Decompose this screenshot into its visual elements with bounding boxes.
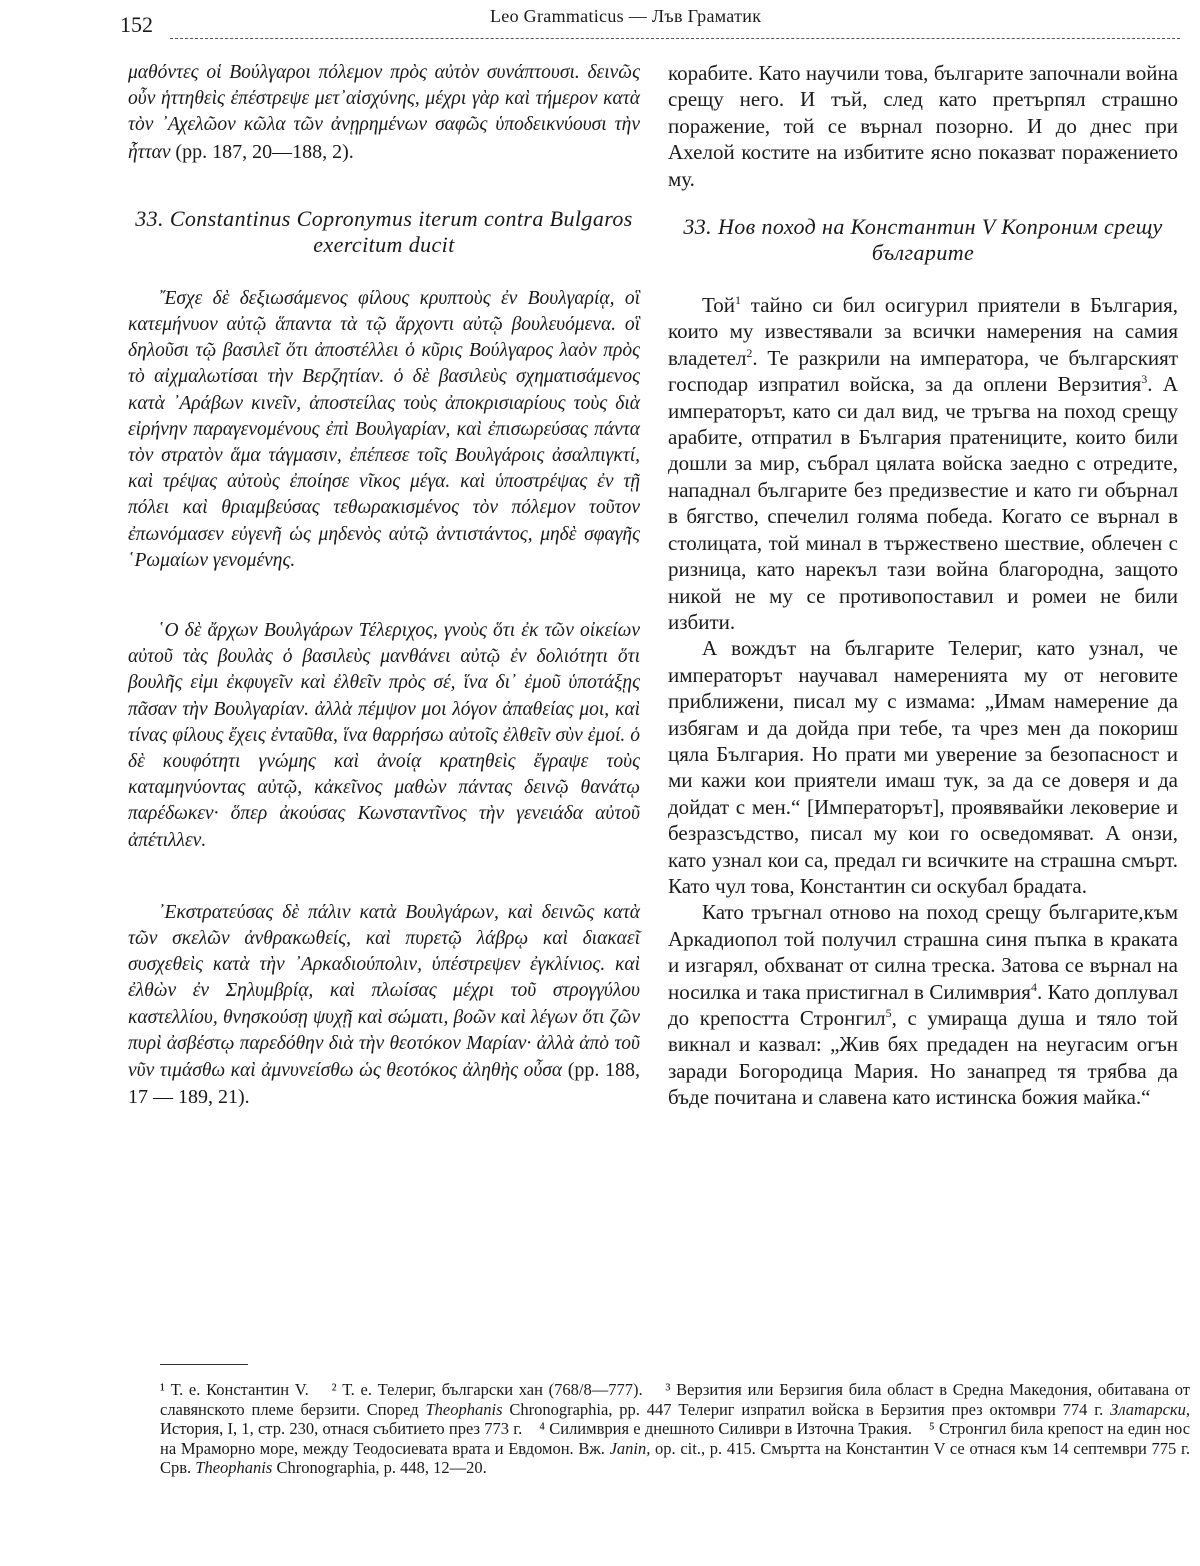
page-header xyxy=(120,4,1180,38)
footnote-1: ¹ Т. е. Константин V. xyxy=(160,1380,309,1399)
footnote-2: ² Т. е. Телериг, български хан (768/8—777). xyxy=(331,1380,643,1399)
footnote-5-text-b: op. cit., p. 415. Смъртта на Константин V се отнася към 14 септември 775 г. Срв. xyxy=(160,1438,1190,1478)
greek-paragraph-3 xyxy=(128,900,640,1112)
bulgarian-paragraph-3 xyxy=(668,899,1178,1110)
footnotes xyxy=(160,1380,1190,1478)
bulgarian-p3-text-b: . Като доплувал до крепостта Стронгил xyxy=(668,979,1179,1030)
bulgarian-p3-text-c: , с умираща душа и тяло той викнал и казвал: „Жив бях предаден на неугасим огън заради Богородица Мария. Но занапред тя трябва да бъде почитана и славена като истинска божия майка.“ xyxy=(668,1006,1178,1110)
footnote-rule xyxy=(160,1364,248,1365)
page-number: 152 xyxy=(120,12,153,37)
bulgarian-p1-text-b: тайно си бил осигурил приятели в България, които му известявали за всички намерения на самия владетел xyxy=(668,293,1178,370)
header-rule xyxy=(170,38,1180,39)
bulgarian-intro-paragraph: корабите. Като научили това, българите започнали война срещу него. И тъй, след като претърпял страшно поражение, той се върнал позорно. И до днес при Ахелой костите на избитите ясно показват поражението му. xyxy=(668,61,1178,191)
greek-intro-text: μαθόντες οἱ Βούλγαροι πόλεμον πρὸς αὐτὸν συνάπτουσι. δεινῶς οὖν ἡττηθεὶς ἐπέστρεψε μετ᾿αἰσχύνης, μέχρι γὰρ καὶ τήμερον κατὰ τὸν ᾿Αχελῶον κῶλα τῶν ἀνῃρημένων σαφῶς ὑποδεικνύουσι τὴν ἧτταν xyxy=(128,62,640,163)
footnote-3-text-a: ³ Верзития или Берзигия била област в Средна Македония, обитавана от славянското племе берзити. Според xyxy=(160,1380,1190,1419)
footnote-marker-3: 3 xyxy=(1141,372,1148,387)
bulgarian-p1-text-a: Той xyxy=(702,293,735,318)
footnote-3-text-c: История, I, 1, стр. 230, отнася събитието през 773 г. xyxy=(160,1419,523,1439)
greek-paragraph-3-text: ᾿Εκστρατεύσας δὲ πάλιν κατὰ Βουλγάρων, καὶ δεινῶς κατὰ τῶν σκελῶν ἀνθρακωθείς, καὶ πυρετῷ λάβρῳ καὶ διακαεῖ συσχεθεὶς κατὰ τὴν ᾿Αρκαδιούπολιν, ὑπέστρεψεν ἐγκλίνιος. καὶ ἐλθὼν ἐν Σηλυμβρίᾳ, καὶ πλωίσας μέχρι τοῦ στρογγύλου καστελλίου, θνησκούσῃ ψυχῇ καὶ σώματι, βοῶν καὶ λέγων ὅτι ζῶν πυρὶ ἀσβέστῳ παρεδόθην διὰ τὴν θεοτόκον Μαρίαν· ἀλλὰ ἀπὸ τοῦ νῦν τιμάσθω καὶ ἀμνυνείσθω ὡς θεοτόκος ἀληθὴς οὖσα xyxy=(128,901,640,1082)
footnote-3-text-b: Chronographia, pp. 447 Телериг изпратил войска в Берзития през октомври 774 г. xyxy=(502,1399,1111,1419)
running-title: Leo Grammaticus — Лъв Граматик xyxy=(490,6,762,26)
footnote-5-text-c: Chronographia, p. 448, 12—20. xyxy=(272,1458,487,1478)
footnotes-text xyxy=(160,1380,1190,1478)
bulgarian-section-title: 33. Нов поход на Константин V Копроним срещу българите xyxy=(683,214,1163,266)
bulgarian-p3-text-a: Като тръгнал отново на поход срещу българите,към Аркадиопол той получил страшна синя пъпка в краката и изгарял, обхванат от силна треска. Затова се върнал на носилка и така пристигнал в Силимврия xyxy=(668,900,1178,1004)
greek-paragraph-1: ῎Εσχε δὲ δεξιωσάμενος φίλους κρυπτοὺς ἐν Βουλγαρίᾳ, οἳ κατεμήνυον αὐτῷ ἅπαντα τὰ τῷ ἄρχοντι αὐτῷ βουλευόμενα. οἳ δηλοῦσι τῷ βασιλεῖ ὅτι ἀποστέλλει ὁ κῦρις Βούλγαρος λαὸν πρὸς τὸ αἰχμαλωτίσαι τὴν Βερζητίαν. ὁ δὲ βασιλεὺς σχηματισάμενος κατὰ ᾿Αράβων κινεῖν, ἀποστείλας τοὺς ἀποκρισιαρίους τοὺς διὰ εἰρήνην παραγενομένους ἐπὶ Βουλγαρίαν, καὶ ἐπισωρεύσας πάντα τὸν στρατὸν ἅμα τάγμασιν, ἐπέπεσε τοῖς Βουλγάροις ἀσαλπιγκτί, καὶ τρέψας αὐτοὺς ἐποίησε νῖκος μέγα. καὶ ὑποστρέψας ἐν τῇ πόλει καὶ θριαμβεύσας τεθωρακισμένος τὸν πόλεμον τοῦτον ἐπωνόμασεν εὐγενῆ ὡς μηδενὸς αὐτῷ ἀντιστάντος, μηδὲ σφαγῆς ῾Ρωμαίων γενομένης. xyxy=(128,287,640,571)
footnote-3-italic-1: Theophanis xyxy=(425,1399,503,1419)
bulgarian-p1-text-c: . Те разкрили на императора, че българският господар изпратил войска, за да оплени Верзития xyxy=(668,345,1178,397)
footnote-marker-1: 1 xyxy=(735,293,741,308)
footnote-marker-2: 2 xyxy=(746,345,753,360)
footnote-5-italic-1: Janin, xyxy=(609,1438,651,1458)
greek-paragraph-3-reference: (pp. 188, 17 — 189, 21). xyxy=(128,1059,640,1109)
footnote-4: ⁴ Силимврия е днешното Силиври в Източна Тракия. xyxy=(539,1419,912,1439)
footnote-marker-5: 5 xyxy=(885,1006,892,1020)
greek-column xyxy=(128,60,640,1112)
footnote-5-text-a: ⁵ Стронгил била крепост на един нос на Мраморно море, между Теодосиевата врата и Евдомон. Вж. xyxy=(160,1419,1191,1458)
greek-intro-paragraph xyxy=(128,60,640,166)
footnote-5-italic-2: Theophanis xyxy=(195,1458,273,1478)
footnote-3-italic-2: Златарски, xyxy=(1110,1399,1191,1419)
bulgarian-paragraph-1 xyxy=(668,292,1178,635)
bulgarian-paragraph-2: А вождът на българите Телериг, като узнал, че императорът научавал намеренията му от неговите приближени, писал му с измама: „Имам намерение да избягам и да дойда при тебе, та чрез мен да покориш цяла България. Но прати ми уверение за безопасност и ми кажи кои приятели имаш тук, за да се доверя и да дойдат с мен.“ [Императорът], проявявайки лековерие и безразсъдство, писал му кои го осведомяват. А онзи, като узнал кои са, предал ги всичките на страшна смърт. Като чул това, Константин си оскубал брадата. xyxy=(668,636,1178,898)
greek-paragraph-2: ῾Ο δὲ ἄρχων Βουλγάρων Τέλεριχος, γνοὺς ὅτι ἐκ τῶν οἰκείων αὐτοῦ τὰς βουλὰς ὁ βασιλεὺς μανθάνει αὐτῷ ἐν δολιότητι ὅτι βουλῆς εἰμι ἐκφυγεῖν καὶ ἐλθεῖν πρὸς σέ, ἵνα δι᾿ ἐμοῦ ὑποτάξῃς πᾶσαν τὴν Βουλγαρίαν. ἀλλὰ πέμψον μοι λόγον ἀπαθείας μοι, καὶ τίνας φίλους ἔχεις ἐνταῦθα, ἵνα θαρρήσω αὐτοῖς ἐλθεῖν σὺν ἐμοί. ὁ δὲ κουφότητι γνώμης καὶ ἀνοίᾳ κρατηθεὶς ἔγραψε τοὺς καταμηνύοντας αὐτῷ, κἀκεῖνος μαθὼν πάντας δεινῷ θανάτῳ παρέδωκεν· ὅπερ ἀκούσας Κωνσταντῖνος τὴν γενειάδα αὐτοῦ ἀπέτιλλεν. xyxy=(128,620,640,851)
greek-intro-reference: (pp. 187, 20—188, 2). xyxy=(175,140,354,163)
greek-section-title: 33. Constantinus Copronymus iterum contra Bulgaros exercitum ducit xyxy=(135,205,633,257)
bulgarian-p1-text-d: . А императорът, като си дал вид, че тръгва на поход срещу арабите, отпратил в България пратениците, които били дошли за мир, събрал цялата войска заедно с отредите, нападнал българите без предизвестие и като ги обърнал в бягство, спечелил голяма победа. Когато се върнал в столицата, той минал в тържествено шествие, облечен с ризница, като нарекъл тази война благородна, защото никой не му се противопоставил и ромеи не били избити. xyxy=(668,372,1178,634)
bulgarian-column xyxy=(668,60,1178,1111)
footnote-marker-4: 4 xyxy=(1030,979,1037,994)
